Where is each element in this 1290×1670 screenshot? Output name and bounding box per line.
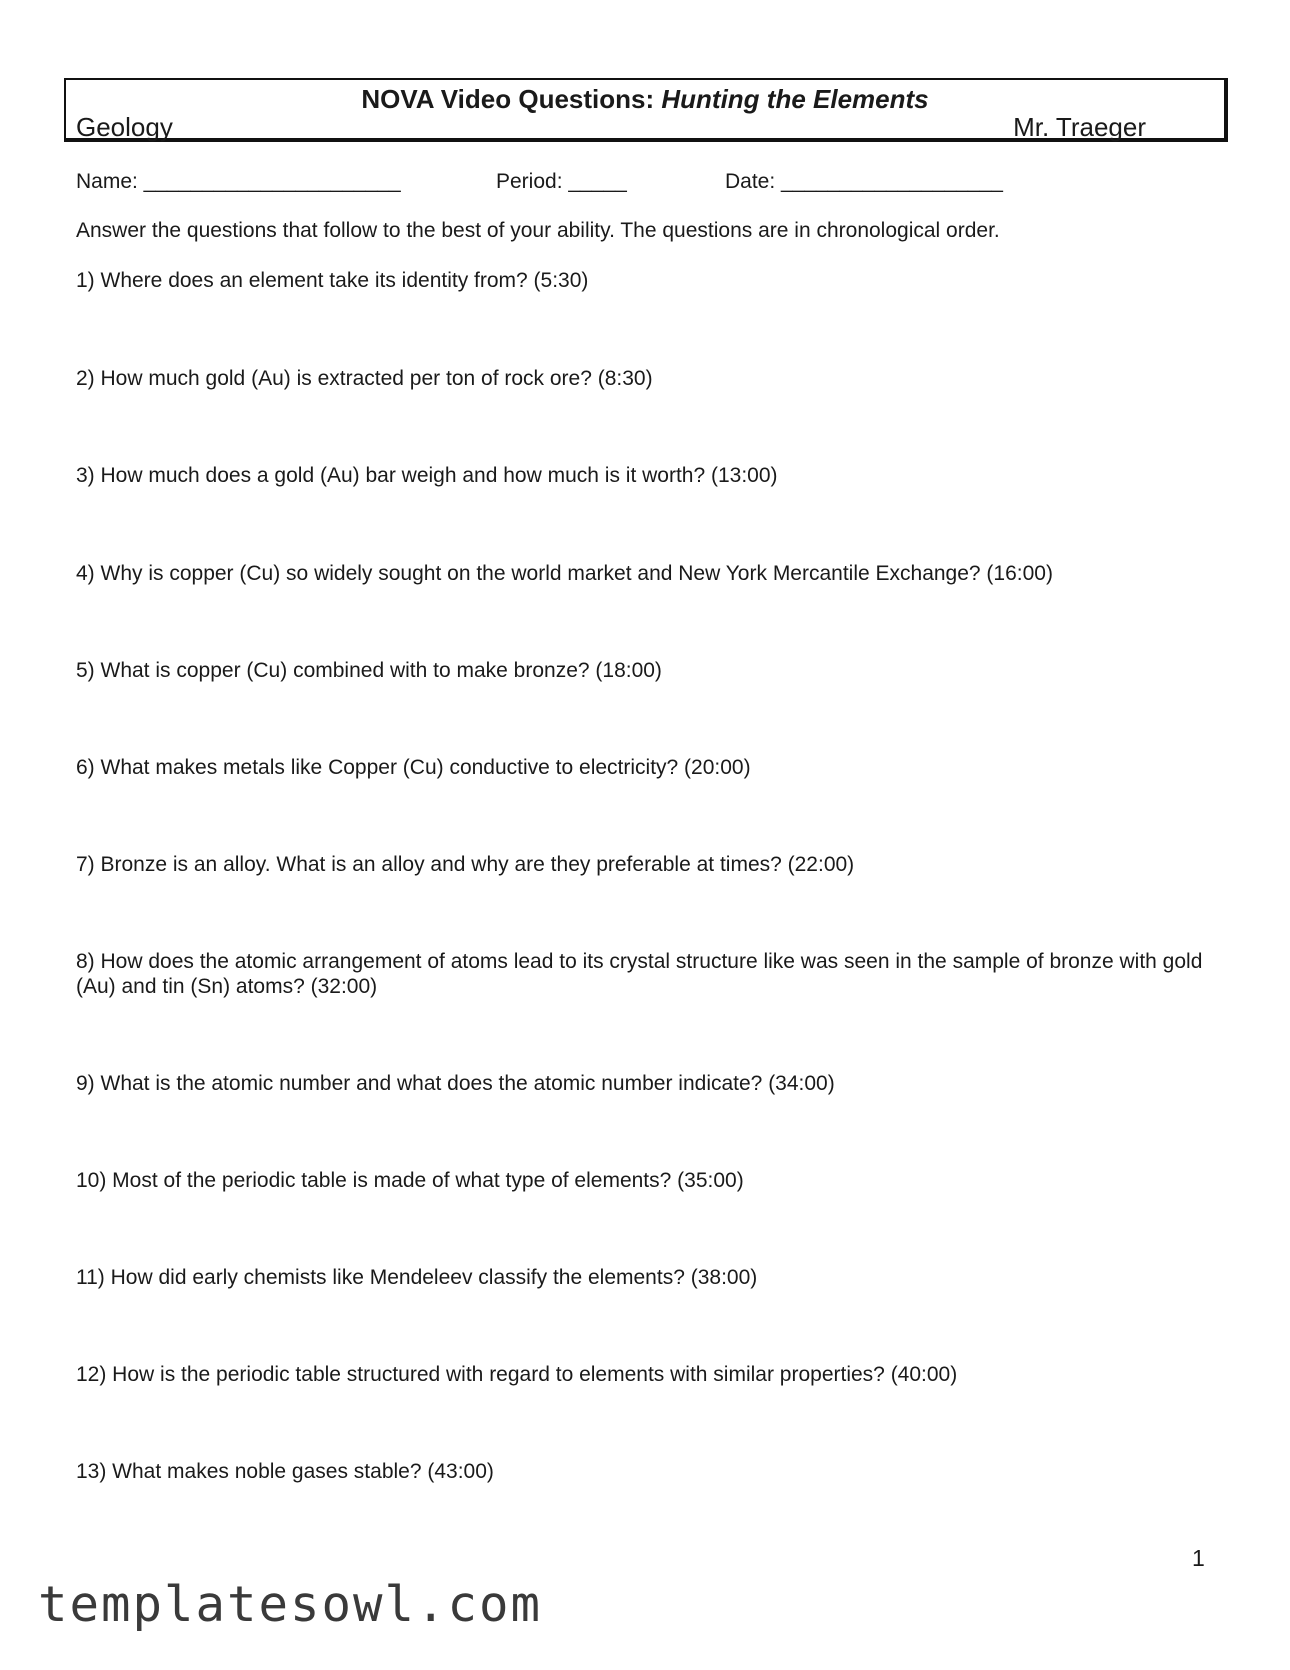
date-field[interactable]: Date: ___________________ [725,170,1003,193]
question-13: 13) What makes noble gases stable? (43:00) [76,1460,494,1483]
title-italic: Hunting the Elements [661,84,929,114]
question-2: 2) How much gold (Au) is extracted per ton of rock ore? (8:30) [76,367,653,390]
question-9: 9) What is the atomic number and what does the atomic number indicate? (34:00) [76,1072,835,1095]
page-title [66,84,1224,115]
instructions: Answer the questions that follow to the best of your ability. The questions are in chronological order. [76,219,1000,242]
teacher-label: Mr. Traeger [1013,112,1146,142]
subject-label: Geology [76,112,173,142]
question-3: 3) How much does a gold (Au) bar weigh and how much is it worth? (13:00) [76,464,778,487]
question-7: 7) Bronze is an alloy. What is an alloy and why are they preferable at times? (22:00) [76,853,855,876]
header-box [64,78,1228,142]
question-5: 5) What is copper (Cu) combined with to make bronze? (18:00) [76,659,662,682]
question-4: 4) Why is copper (Cu) so widely sought on the world market and New York Mercantile Exchange? (16:00) [76,562,1053,585]
title-prefix: NOVA Video Questions: [361,84,662,114]
period-field[interactable]: Period: _____ [496,170,627,193]
name-field[interactable]: Name: ______________________ [76,170,401,193]
question-11: 11) How did early chemists like Mendeleev classify the elements? (38:00) [76,1266,758,1289]
question-1: 1) Where does an element take its identity from? (5:30) [76,269,589,292]
question-6: 6) What makes metals like Copper (Cu) conductive to electricity? (20:00) [76,756,751,779]
question-8: 8) How does the atomic arrangement of atoms lead to its crystal structure like was seen in the sample of bronze with gold (Au) and tin (Sn) atoms? (32:00) [76,950,1203,998]
page-number: 1 [1192,1545,1205,1571]
watermark: templatesowl.com [38,1576,543,1633]
question-12: 12) How is the periodic table structured with regard to elements with similar properties? (40:00) [76,1363,958,1386]
question-10: 10) Most of the periodic table is made of what type of elements? (35:00) [76,1169,744,1192]
